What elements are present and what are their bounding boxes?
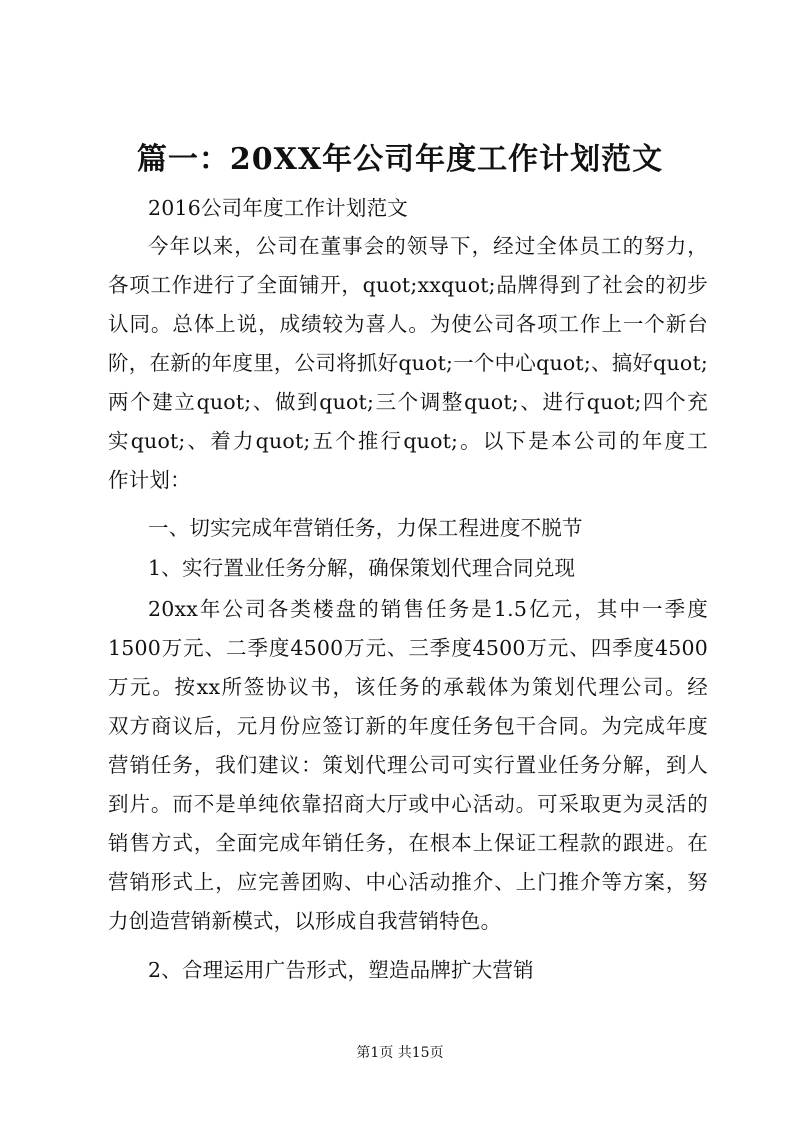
body-line: 营销形式上，应完善团购、中心活动推介、上门推介等方案，努	[108, 870, 708, 894]
section-heading: 一、切实完成年营销任务，力保工程进度不脱节	[148, 516, 583, 540]
body-line: 力创造营销新模式，以形成自我营销特色。	[108, 909, 502, 933]
body-line: 20xx年公司各类楼盘的销售任务是1.5亿元，其中一季度	[148, 597, 708, 621]
body-line: 万元。按xx所签协议书，该任务的承载体为策划代理公司。经	[108, 675, 708, 699]
subtitle-line: 2016公司年度工作计划范文	[148, 196, 408, 220]
body-line: 实quot;、着力quot;五个推行quot;。以下是本公司的年度工	[108, 429, 708, 453]
body-line: 销售方式，全面完成年销任务，在根本上保证工程款的跟进。在	[108, 831, 708, 855]
subsection-heading: 1、实行置业任务分解，确保策划代理合同兑现	[148, 556, 576, 580]
body-line: 各项工作进行了全面铺开，quot;xxquot;品牌得到了社会的初步	[108, 273, 708, 297]
body-line: 到片。而不是单纯依靠招商大厅或中心活动。可采取更为灵活的	[108, 792, 708, 816]
subsection-heading: 2、合理运用广告形式，塑造品牌扩大营销	[148, 958, 534, 982]
document-title: 篇一：20XX年公司年度工作计划范文	[136, 142, 664, 177]
body-line: 1500万元、二季度4500万元、三季度4500万元、四季度4500	[108, 636, 708, 660]
body-line: 营销任务，我们建议：策划代理公司可实行置业任务分解，到人	[108, 753, 708, 777]
body-line: 阶，在新的年度里，公司将抓好quot;一个中心quot;、搞好quot;	[108, 351, 708, 375]
body-line: 两个建立quot;、做到quot;三个调整quot;、进行quot;四个充	[108, 390, 708, 414]
page-number-footer: 第1页 共15页	[356, 1045, 444, 1061]
body-line: 作计划：	[108, 468, 191, 492]
body-line: 双方商议后，元月份应签订新的年度任务包干合同。为完成年度	[108, 714, 708, 738]
body-line: 认同。总体上说，成绩较为喜人。为使公司各项工作上一个新台	[108, 312, 708, 336]
body-line: 今年以来，公司在董事会的领导下，经过全体员工的努力，	[148, 234, 708, 258]
